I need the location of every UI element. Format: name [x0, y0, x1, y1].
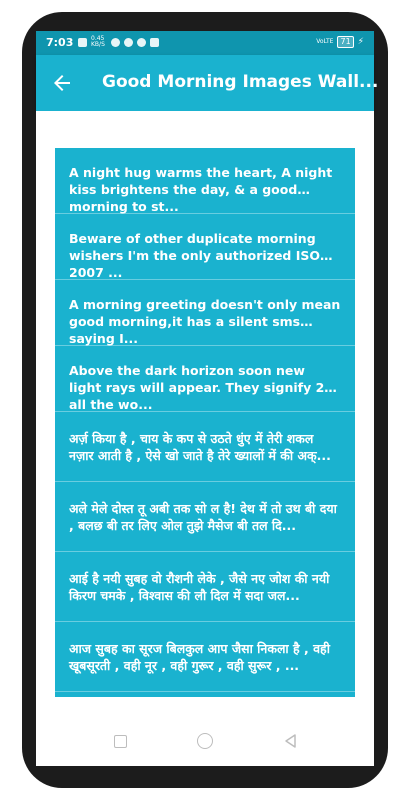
message-list — [55, 148, 355, 697]
list-item[interactable] — [55, 346, 355, 412]
list-item[interactable] — [55, 622, 355, 692]
status-right — [316, 36, 364, 48]
list-item[interactable] — [55, 214, 355, 280]
list-item[interactable] — [55, 412, 355, 482]
status-bar — [36, 31, 374, 55]
charging-icon: ⚡ — [357, 37, 364, 47]
network-speed: 0.45 KB/S — [91, 35, 105, 48]
status-icons — [78, 36, 159, 48]
signal-icon — [78, 38, 87, 47]
page-title: Good Morning Images Wall... — [102, 72, 379, 92]
app-notification-icon — [124, 38, 133, 47]
battery-icon: 71 — [337, 36, 353, 48]
list-item[interactable] — [55, 148, 355, 214]
volte-indicator: VoLTE — [316, 38, 334, 45]
message-text: Above the dark horizon soon new light rays will appear. They signify 2 all the wo... — [69, 362, 325, 412]
content — [36, 111, 374, 722]
screen — [36, 31, 379, 766]
list-item[interactable] — [55, 482, 355, 552]
recent-apps-icon[interactable] — [114, 735, 127, 748]
app-bar — [36, 55, 379, 111]
image-icon — [150, 38, 159, 47]
message-text: A morning greeting doesn't only mean good morning,it has a silent sms saying I... — [69, 296, 341, 346]
arrow-left-icon[interactable] — [50, 71, 74, 95]
nav-back-icon[interactable] — [283, 733, 299, 749]
message-text: Beware of other duplicate morning wishers I'm the only authorized ISO 2007 ... — [69, 230, 321, 280]
home-icon[interactable] — [197, 733, 213, 749]
navigation-bar — [36, 722, 374, 766]
message-text: आज सुबह का सूरज बिलकुल आप जैसा निकला है , वही खूबसूरती , वही नूर , वही गुरूर , वही सुरूर , ... — [69, 640, 330, 673]
list-item[interactable] — [55, 280, 355, 346]
message-text: अर्ज़ किया है , चाय के कप से उठते धुंए में तेरी शकल नज़ार आती है , ऐसे खो जाते है तेरे ख्यालों में की अक्... — [69, 430, 331, 463]
status-time: 7:03 — [46, 36, 74, 49]
message-text: अले मेले दोस्त तू अबी तक सो ल है! देथ में तो उथ बी दया , बलछ बी तर लिए ओल तुझे मैसेज बी तल दि... — [69, 500, 337, 533]
bluetooth-icon — [137, 38, 146, 47]
message-text: आई है नयी सुबह वो रौशनी लेके , जैसे नए जोश की नयी किरण चमके , विश्वास की लौ दिल में सदा जल... — [69, 570, 330, 603]
list-item[interactable] — [55, 552, 355, 622]
telegram-icon — [111, 38, 120, 47]
message-text: A night hug warms the heart, A night kiss brightens the day, & a good morning to st... — [69, 164, 333, 214]
